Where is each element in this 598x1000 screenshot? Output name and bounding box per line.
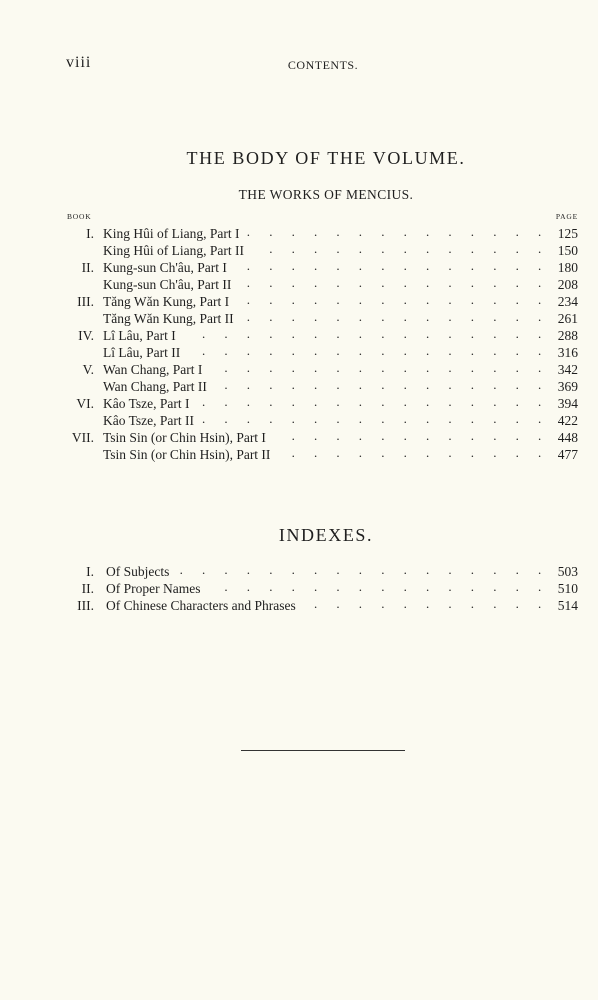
works-entry-leader-dots: . . . . . . . . . . . . . . . [224,360,542,375]
works-entry-page: 448 [557,430,578,445]
index-entry-title: Of Subjects [106,564,170,579]
works-entry-title: Kung-sun Ch'âu, Part II [103,277,232,292]
index-entry-title: Of Proper Names [106,581,201,596]
works-entry-page: 369 [557,379,578,394]
works-entry-leader-dots: . . . . . . . . . . . . . . . [224,377,542,392]
index-entry-number: I. [86,564,94,579]
index-entry-leader-dots: . . . . . . . . . . . [314,596,542,611]
works-entry-number: I. [86,226,94,241]
works-entry [0,446,598,463]
column-header-book: BOOK [67,212,92,221]
index-entry-number: II. [81,581,94,596]
subsection-title-works: THE WORKS OF MENCIUS. [238,187,414,202]
works-entry-title: Kâo Tsze, Part I [103,396,190,411]
works-entry-page: 342 [557,362,578,377]
index-entry-page: 514 [557,598,578,613]
works-entry-leader-dots: . . . . . . . . . . . . . . . . [202,394,542,409]
works-entry-title: Kung-sun Ch'âu, Part I [103,260,227,275]
works-entry-title: Kâo Tsze, Part II [103,413,195,428]
works-entry-number: VII. [71,430,94,445]
works-entry-leader-dots: . . . . . . . . . . . . . . [246,292,542,307]
works-toc [0,225,598,463]
index-entry-leader-dots: . . . . . . . . . . . . . . . [224,579,542,594]
column-header-page: PAGE [555,212,578,221]
index-entry-title: Of Chinese Characters and Phrases [106,598,296,613]
works-entry-title: Tsin Sin (or Chin Hsin), Part I [103,430,266,445]
works-entry-page: 288 [557,328,578,343]
works-entry-title: King Hûi of Liang, Part II [103,243,244,258]
works-entry-leader-dots: . . . . . . . . . . . . . . . . [202,411,542,426]
works-entry-leader-dots: . . . . . . . . . . . . . . [246,224,542,239]
index-entry-page: 503 [557,564,578,579]
works-entry-leader-dots: . . . . . . . . . . . . . . [246,258,542,273]
works-entry-page: 180 [557,260,578,275]
works-entry-page: 208 [557,277,578,292]
index-entry-page: 510 [557,581,578,596]
works-entry-page: 234 [557,294,578,309]
works-entry-number: II. [81,260,94,275]
works-entry-page: 477 [557,447,578,462]
works-entry-page: 261 [557,311,578,326]
works-entry-title: Lî Lâu, Part II [103,345,181,360]
works-entry-page: 422 [557,413,578,428]
works-entry-page: 316 [557,345,578,360]
section-title-indexes: INDEXES. [278,525,374,545]
works-entry-leader-dots: . . . . . . . . . . . . . . . . [202,326,542,341]
section-title-body: THE BODY OF THE VOLUME. [186,148,466,168]
works-entry-title: Lî Lâu, Part I [103,328,176,343]
index-entry-number: III. [77,598,94,613]
running-head: CONTENTS. [287,58,359,72]
works-entry-leader-dots: . . . . . . . . . . . . . . [246,309,542,324]
works-entry-title: Wan Chang, Part II [103,379,207,394]
works-entry-leader-dots: . . . . . . . . . . . . . . [246,275,542,290]
works-entry-page: 150 [557,243,578,258]
works-entry-leader-dots: . . . . . . . . . . . . . [269,241,542,256]
works-entry-title: Tăng Wăn Kung, Part II [103,311,234,326]
works-entry-page: 125 [557,226,578,241]
works-entry-title: Tsin Sin (or Chin Hsin), Part II [103,447,271,462]
works-entry-title: Tăng Wăn Kung, Part I [103,294,230,309]
works-entry-title: King Hûi of Liang, Part I [103,226,240,241]
works-entry-leader-dots: . . . . . . . . . . . . [291,428,542,443]
works-entry-title: Wan Chang, Part I [103,362,203,377]
works-entry-leader-dots: . . . . . . . . . . . . . . . . [202,343,542,358]
indexes-toc [0,563,598,614]
works-entry-number: VI. [76,396,94,411]
works-entry-leader-dots: . . . . . . . . . . . . [291,445,542,460]
works-entry-number: III. [77,294,94,309]
works-entry-number: IV. [78,328,94,343]
index-entry [0,597,598,614]
index-entry-leader-dots: . . . . . . . . . . . . . . . . . [179,562,542,577]
page-number: viii [66,54,92,71]
works-entry-number: V. [82,362,94,377]
horizontal-rule [241,750,405,751]
works-entry-page: 394 [557,396,578,411]
